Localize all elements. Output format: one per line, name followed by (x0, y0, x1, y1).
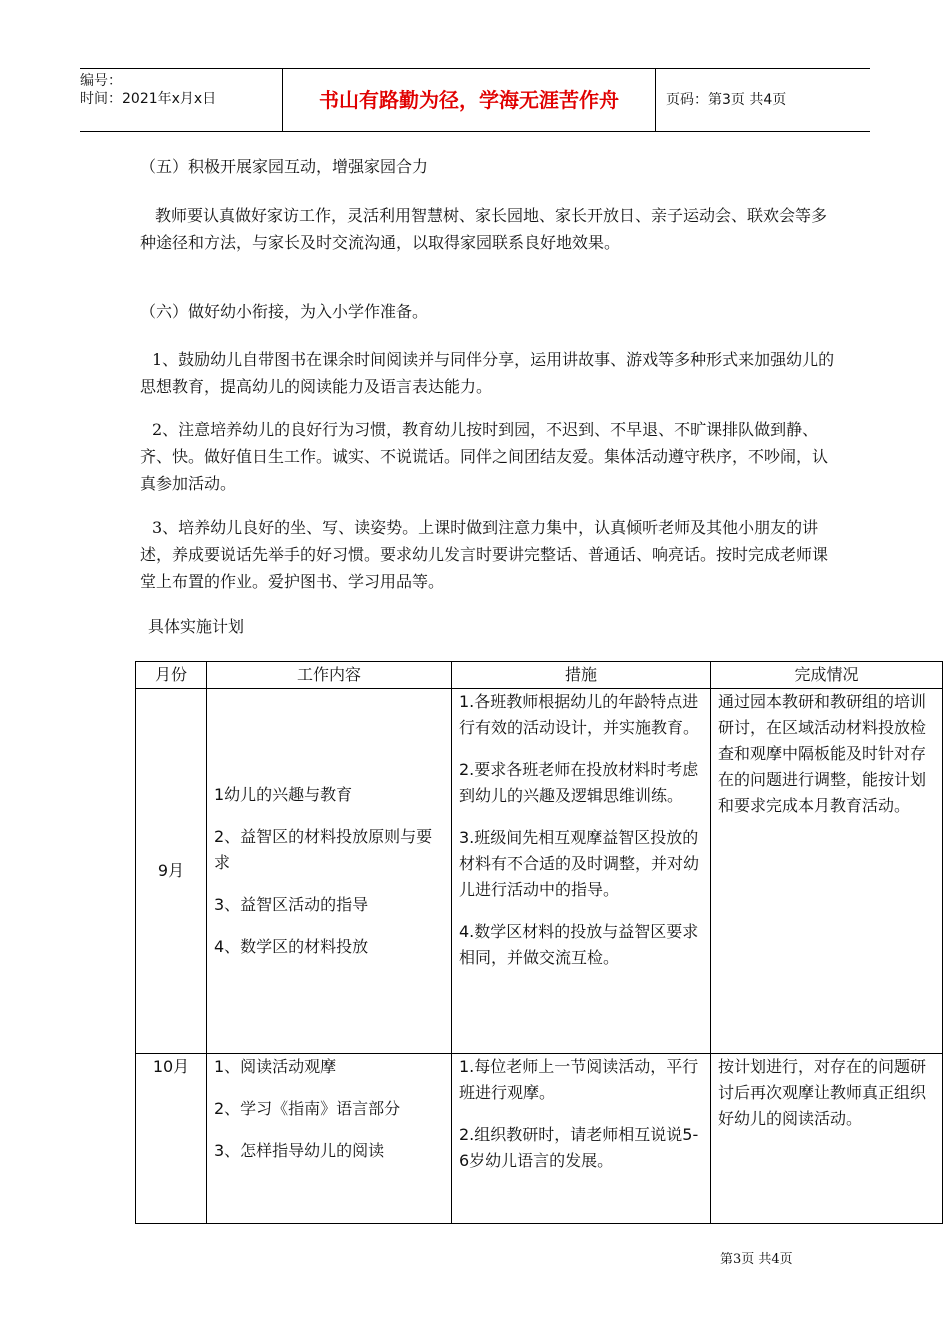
status-cell: 通过园本教研和教研组的培训研讨，在区域活动材料投放检查和观摩中隔板能及时针对存在的问题进行调整，能按计划和要求完成本月教育活动。 (711, 689, 943, 1054)
header-month: 月份 (136, 662, 207, 689)
month-cell: 9月 (136, 689, 207, 1054)
table-row (136, 689, 943, 1054)
header-page-info: 页码：第3页 共4页 (666, 92, 787, 108)
section-6-title: （六）做好幼小衔接，为入小学作准备。 (140, 302, 429, 321)
header-work: 工作内容 (207, 662, 452, 689)
work-item: 1、阅读活动观摩 (214, 1057, 337, 1076)
page-header (80, 68, 870, 132)
measure-item: 2.组织教研时，请老师相互说说5-6岁幼儿语言的发展。 (459, 1125, 699, 1170)
section-5-text: 教师要认真做好家访工作，灵活利用智慧树、家长园地、家长开放日、亲子运动会、联欢会等多种途径和方法，与家长及时交流沟通，以取得家园联系良好地效果。 (140, 206, 828, 252)
section-5-title: （五）积极开展家园互动，增强家园合力 (140, 157, 429, 176)
work-cell (207, 1054, 452, 1224)
section-6-item-3: 3、培养幼儿良好的坐、写、读姿势。上课时做到注意力集中，认真倾听老师及其他小朋友的讲述，养成要说话先举手的好习惯。要求幼儿发言时要讲完整话、普通话、响亮话。按时完成老师课堂上布置的作业。爱护图书、学习用品等。 (140, 518, 829, 591)
measures-cell (452, 689, 711, 1054)
work-item: 3、益智区活动的指导 (214, 895, 369, 914)
measure-item: 1.每位老师上一节阅读活动，平行班进行观摩。 (459, 1057, 699, 1102)
month-cell: 10月 (136, 1054, 207, 1224)
measures-cell (452, 1054, 711, 1224)
table-row (136, 1054, 943, 1224)
work-cell (207, 689, 452, 1054)
date-label: 时间：2021年x月x日 (80, 91, 217, 107)
header-measures: 措施 (452, 662, 711, 689)
implementation-plan-table (135, 661, 943, 1224)
measure-item: 4.数学区材料的投放与益智区要求相同，并做交流互检。 (459, 922, 699, 967)
serial-label: 编号： (80, 73, 122, 89)
page-footer: 第3页 共4页 (720, 1252, 793, 1267)
plan-title: 具体实施计划 (148, 617, 245, 636)
header-motto: 书山有路勤为径，学海无涯苦作舟 (282, 69, 656, 131)
measure-item: 1.各班教师根据幼儿的年龄特点进行有效的活动设计，并实施教育。 (459, 692, 700, 737)
table-header-row (136, 662, 943, 689)
work-item: 1幼儿的兴趣与教育 (214, 785, 353, 804)
header-status: 完成情况 (711, 662, 943, 689)
section-6-item-1: 1、鼓励幼儿自带图书在课余时间阅读并与同伴分享，运用讲故事、游戏等多种形式来加强幼儿的思想教育，提高幼儿的阅读能力及语言表达能力。 (140, 350, 835, 396)
status-cell: 按计划进行，对存在的问题研讨后再次观摩让教师真正组织好幼儿的阅读活动。 (711, 1054, 943, 1224)
work-item: 2、益智区的材料投放原则与要求 (214, 827, 433, 872)
work-item: 2、学习《指南》语言部分 (214, 1099, 401, 1118)
header-meta (80, 69, 281, 131)
work-item: 4、数学区的材料投放 (214, 937, 369, 956)
work-item: 3、怎样指导幼儿的阅读 (214, 1141, 385, 1160)
measure-item: 3.班级间先相互观摩益智区投放的材料有不合适的及时调整，并对幼儿进行活动中的指导。 (459, 828, 700, 899)
measure-item: 2.要求各班老师在投放材料时考虑到幼儿的兴趣及逻辑思维训练。 (459, 760, 699, 805)
section-6-item-2: 2、注意培养幼儿的良好行为习惯，教育幼儿按时到园，不迟到、不早退、不旷课排队做到静、齐、快。做好值日生工作。诚实、不说谎话。同伴之间团结友爱。集体活动遵守秩序，不吵闹，认真参加活动。 (140, 420, 829, 493)
